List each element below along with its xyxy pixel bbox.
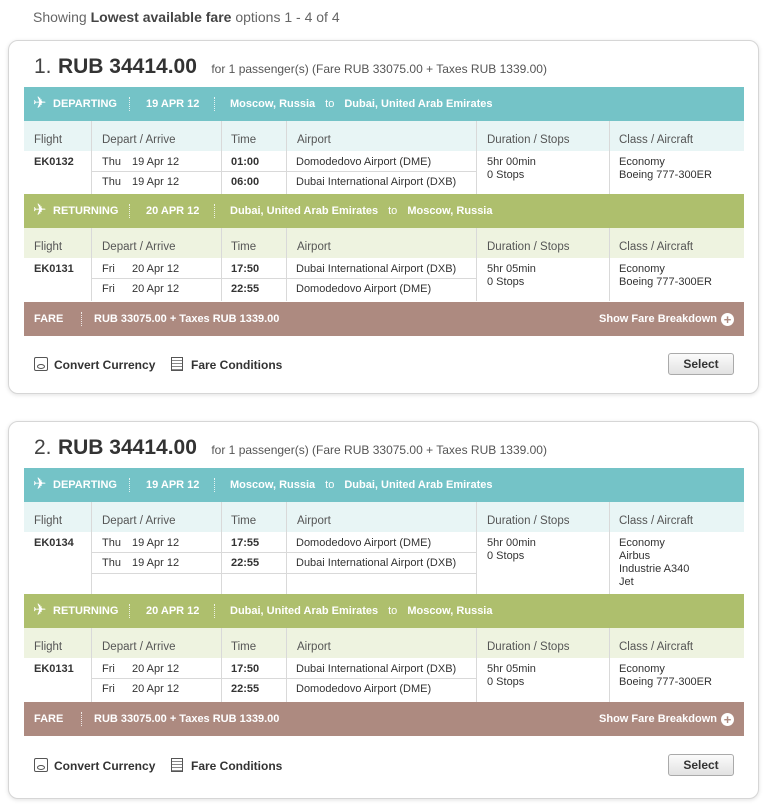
route-to-word: to [388, 605, 398, 617]
returning-band [24, 594, 744, 628]
leg-airport: Dubai International Airport (DXB) [296, 263, 457, 275]
col-time: Time [231, 241, 257, 253]
leg-date: 19 Apr 12 [132, 156, 180, 168]
plane-icon: ✈ [33, 602, 47, 619]
col-airport: Airport [297, 134, 331, 146]
plane-icon: ✈ [33, 95, 47, 112]
departing-band [24, 468, 744, 502]
fare-option-header [34, 436, 547, 460]
results-summary [33, 9, 340, 25]
col-class-aircraft: Class / Aircraft [619, 134, 694, 146]
col-class-aircraft: Class / Aircraft [619, 515, 694, 527]
col-class-aircraft: Class / Aircraft [619, 241, 694, 253]
leg-time: 01:00 [231, 156, 260, 168]
fare-label: FARE [34, 713, 64, 725]
leg-time: 17:55 [231, 537, 260, 549]
route-to-word: to [388, 205, 398, 217]
leg-airport: Domodedovo Airport (DME) [296, 537, 432, 549]
leg-date: 19 Apr 12 [132, 537, 180, 549]
show-fare-breakdown-label: Show Fare Breakdown [599, 713, 717, 725]
col-flight: Flight [34, 134, 63, 146]
summary-highlight: Lowest available fare [90, 9, 232, 25]
col-depart-arrive: Depart / Arrive [102, 134, 176, 146]
band-date: 20 APR 12 [146, 605, 200, 617]
convert-currency-link[interactable] [34, 357, 155, 372]
aircraft: Industrie A340 [619, 563, 690, 575]
band-date: 20 APR 12 [146, 205, 200, 217]
leg-date: 20 Apr 12 [132, 663, 180, 675]
band-route [230, 194, 492, 228]
aircraft: Airbus [619, 550, 651, 562]
route-to: Dubai, United Arab Emirates [344, 479, 493, 491]
stops: 0 Stops [487, 276, 525, 288]
flight-number: EK0131 [34, 263, 74, 275]
band-route [230, 87, 492, 121]
col-duration-stops: Duration / Stops [487, 515, 570, 527]
fare-option-card [8, 40, 759, 394]
currency-icon [34, 357, 48, 371]
leg-time: 22:55 [231, 283, 260, 295]
fare-label: FARE [34, 313, 64, 325]
select-button[interactable]: Select [668, 353, 734, 375]
leg-airport: Dubai International Airport (DXB) [296, 557, 457, 569]
leg-airport: Dubai International Airport (DXB) [296, 176, 457, 188]
fare-conditions-label: Fare Conditions [191, 358, 283, 372]
stops: 0 Stops [487, 169, 525, 181]
plus-circle-icon: + [721, 713, 734, 726]
route-to: Dubai, United Arab Emirates [344, 98, 493, 110]
leg-day: Thu [102, 537, 121, 549]
col-flight: Flight [34, 515, 63, 527]
cabin-class: Economy [619, 156, 665, 168]
leg-airport: Domodedovo Airport (DME) [296, 683, 432, 695]
leg-day: Fri [102, 263, 115, 275]
col-duration-stops: Duration / Stops [487, 241, 570, 253]
fare-value: RUB 33075.00 + Taxes RUB 1339.00 [94, 713, 280, 725]
duration: 5hr 00min [487, 156, 536, 168]
option-price: RUB 34414.00 [57, 436, 197, 459]
col-duration-stops: Duration / Stops [487, 134, 570, 146]
departing-table [24, 502, 744, 594]
band-route [230, 468, 492, 502]
col-flight: Flight [34, 241, 63, 253]
leg-day: Fri [102, 283, 115, 295]
option-number: 2. [34, 436, 52, 459]
band-route [230, 594, 492, 628]
leg-day: Thu [102, 156, 121, 168]
aircraft: Boeing 777-300ER [619, 276, 712, 288]
col-depart-arrive: Depart / Arrive [102, 515, 176, 527]
col-flight: Flight [34, 641, 63, 653]
flight-number: EK0131 [34, 663, 74, 675]
route-to-word: to [325, 98, 335, 110]
leg-date: 20 Apr 12 [132, 683, 180, 695]
stops: 0 Stops [487, 550, 525, 562]
summary-suffix: options 1 - 4 of 4 [235, 9, 340, 25]
show-fare-breakdown-link[interactable] [599, 702, 734, 736]
fare-option-card [8, 421, 759, 799]
leg-day: Thu [102, 557, 121, 569]
leg-date: 19 Apr 12 [132, 176, 180, 188]
route-to-word: to [325, 479, 335, 491]
leg-airport: Domodedovo Airport (DME) [296, 283, 432, 295]
route-to: Moscow, Russia [407, 205, 493, 217]
option-price: RUB 34414.00 [57, 55, 197, 78]
fare-band [24, 702, 744, 736]
flight-number: EK0132 [34, 156, 74, 168]
show-fare-breakdown-link[interactable] [599, 302, 734, 336]
departing-table [24, 121, 744, 194]
leg-day: Fri [102, 683, 115, 695]
aircraft: Boeing 777-300ER [619, 676, 712, 688]
option-number: 1. [34, 55, 52, 78]
fare-band [24, 302, 744, 336]
returning-table [24, 628, 744, 702]
summary-prefix: Showing [33, 9, 87, 25]
leg-date: 20 Apr 12 [132, 263, 180, 275]
option-price-note: for 1 passenger(s) (Fare RUB 33075.00 + Taxes RUB 1339.00) [211, 443, 547, 457]
cabin-class: Economy [619, 537, 665, 549]
convert-currency-label: Convert Currency [54, 759, 156, 773]
band-date: 19 APR 12 [146, 98, 200, 110]
route-from: Dubai, United Arab Emirates [230, 205, 379, 217]
col-airport: Airport [297, 515, 331, 527]
fare-value: RUB 33075.00 + Taxes RUB 1339.00 [94, 313, 280, 325]
band-label: DEPARTING [53, 98, 117, 110]
fare-conditions-link[interactable] [171, 357, 282, 372]
leg-time: 22:55 [231, 557, 260, 569]
plane-icon: ✈ [33, 202, 47, 219]
col-class-aircraft: Class / Aircraft [619, 641, 694, 653]
col-depart-arrive: Depart / Arrive [102, 641, 176, 653]
leg-airport: Domodedovo Airport (DME) [296, 156, 432, 168]
show-fare-breakdown-label: Show Fare Breakdown [599, 313, 717, 325]
route-from: Moscow, Russia [230, 479, 316, 491]
stops: 0 Stops [487, 676, 525, 688]
route-to: Moscow, Russia [407, 605, 493, 617]
leg-day: Thu [102, 176, 121, 188]
duration: 5hr 05min [487, 263, 536, 275]
leg-airport: Dubai International Airport (DXB) [296, 663, 457, 675]
document-icon [171, 758, 183, 772]
leg-time: 06:00 [231, 176, 260, 188]
option-price-note: for 1 passenger(s) (Fare RUB 33075.00 + Taxes RUB 1339.00) [211, 62, 547, 76]
leg-time: 17:50 [231, 263, 260, 275]
route-from: Moscow, Russia [230, 98, 316, 110]
departing-band [24, 87, 744, 121]
returning-band [24, 194, 744, 228]
band-date: 19 APR 12 [146, 479, 200, 491]
col-time: Time [231, 641, 257, 653]
cabin-class: Economy [619, 263, 665, 275]
col-time: Time [231, 134, 257, 146]
convert-currency-link[interactable] [34, 758, 155, 773]
band-label: RETURNING [53, 205, 119, 217]
fare-conditions-link[interactable] [171, 758, 282, 773]
col-depart-arrive: Depart / Arrive [102, 241, 176, 253]
fare-option-header [34, 55, 547, 79]
select-button[interactable]: Select [668, 754, 734, 776]
col-time: Time [231, 515, 257, 527]
cabin-class: Economy [619, 663, 665, 675]
col-airport: Airport [297, 641, 331, 653]
leg-day: Fri [102, 663, 115, 675]
aircraft: Jet [619, 576, 634, 588]
band-label: RETURNING [53, 605, 119, 617]
returning-table [24, 228, 744, 301]
col-airport: Airport [297, 241, 331, 253]
flight-number: EK0134 [34, 537, 74, 549]
currency-icon [34, 758, 48, 772]
duration: 5hr 05min [487, 663, 536, 675]
aircraft: Boeing 777-300ER [619, 169, 712, 181]
duration: 5hr 00min [487, 537, 536, 549]
band-label: DEPARTING [53, 479, 117, 491]
plus-circle-icon: + [721, 313, 734, 326]
fare-conditions-label: Fare Conditions [191, 759, 283, 773]
plane-icon: ✈ [33, 476, 47, 493]
col-duration-stops: Duration / Stops [487, 641, 570, 653]
leg-time: 22:55 [231, 683, 260, 695]
leg-date: 20 Apr 12 [132, 283, 180, 295]
leg-time: 17:50 [231, 663, 260, 675]
convert-currency-label: Convert Currency [54, 358, 156, 372]
leg-date: 19 Apr 12 [132, 557, 180, 569]
route-from: Dubai, United Arab Emirates [230, 605, 379, 617]
document-icon [171, 357, 183, 371]
